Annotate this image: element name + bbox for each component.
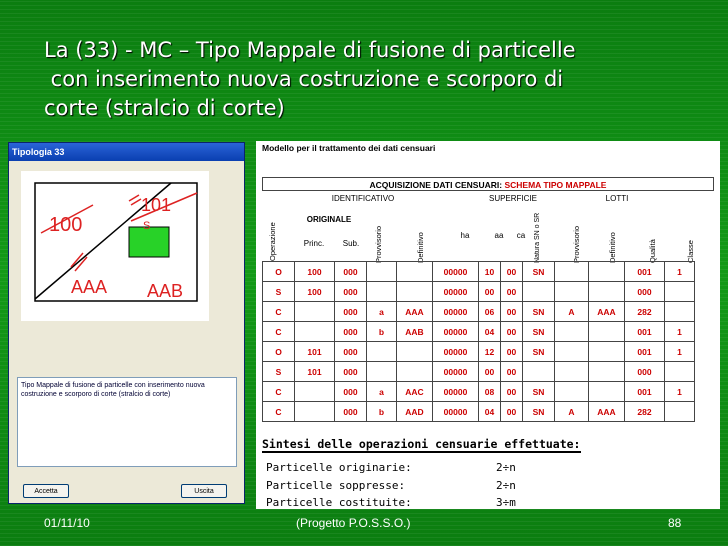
table-cell: 08 xyxy=(479,382,501,402)
slide-title xyxy=(44,36,704,123)
table-row xyxy=(263,362,695,382)
table-cell xyxy=(397,362,433,382)
table-cell xyxy=(555,322,589,342)
table-cell xyxy=(295,382,335,402)
table-cell: SN xyxy=(523,262,555,282)
table-cell: 04 xyxy=(479,402,501,422)
title-line-3: corte (stralcio di corte) xyxy=(44,96,285,120)
table-cell: 00 xyxy=(501,402,523,422)
acquisizione-header xyxy=(262,177,714,191)
table-cell: 00 xyxy=(501,382,523,402)
hdr-natura: Natura SN o SR xyxy=(534,212,541,263)
panel-title: Modello per il trattamento dei dati censuari xyxy=(262,143,436,153)
sintesi-value-3: 3÷m xyxy=(496,496,516,509)
table-cell: S xyxy=(263,362,295,382)
census-table xyxy=(262,261,695,422)
table-cell: b xyxy=(367,402,397,422)
hdr-provvisorio-1: Provvisorio xyxy=(374,225,383,263)
group-lotti: LOTTI xyxy=(605,194,629,203)
table-row xyxy=(263,402,695,422)
table-cell xyxy=(589,342,625,362)
accetta-button[interactable]: Accetta xyxy=(23,484,69,498)
table-cell xyxy=(555,342,589,362)
fig-label-100: 100 xyxy=(49,214,83,236)
acq-schema: SCHEMA TIPO MAPPALE xyxy=(504,180,607,190)
table-row xyxy=(263,342,695,362)
table-cell xyxy=(295,402,335,422)
table-cell: 000 xyxy=(335,362,367,382)
sintesi-label-2: Particelle soppresse: xyxy=(266,479,406,492)
table-cell: 10 xyxy=(479,262,501,282)
hdr-ca: ca xyxy=(516,231,526,240)
table-cell: 00 xyxy=(501,342,523,362)
sintesi-value-2: 2÷n xyxy=(496,479,516,492)
table-cell: 000 xyxy=(335,262,367,282)
description-textbox[interactable]: Tipo Mappale di fusione di particelle con inserimento nuova costruzione e scorporo di corte (stralcio di corte) xyxy=(17,377,237,467)
table-cell: 1 xyxy=(665,322,695,342)
table-cell xyxy=(523,282,555,302)
table-cell xyxy=(397,282,433,302)
table-cell: 000 xyxy=(335,402,367,422)
table-cell: AAA xyxy=(589,402,625,422)
parcel-diagram-svg xyxy=(21,171,209,321)
table-cell xyxy=(367,342,397,362)
title-line-1: La (33) - MC – Tipo Mappale di fusione di particelle xyxy=(44,38,576,62)
table-cell xyxy=(665,302,695,322)
table-cell: A xyxy=(555,402,589,422)
table-cell xyxy=(397,262,433,282)
table-cell: 100 xyxy=(295,282,335,302)
table-cell: 00 xyxy=(501,282,523,302)
table-cell: 000 xyxy=(335,382,367,402)
table-cell: C xyxy=(263,322,295,342)
table-cell: SN xyxy=(523,382,555,402)
table-cell: 06 xyxy=(479,302,501,322)
table-cell: 12 xyxy=(479,342,501,362)
table-cell: 00000 xyxy=(433,262,479,282)
table-cell: 00000 xyxy=(433,302,479,322)
table-cell: AAC xyxy=(397,382,433,402)
table-cell xyxy=(367,362,397,382)
hdr-originale: ORIGINALE xyxy=(306,215,352,224)
table-cell: O xyxy=(263,262,295,282)
hdr-classe: Classe xyxy=(686,240,695,263)
table-cell xyxy=(295,322,335,342)
table-cell: 000 xyxy=(335,282,367,302)
footer-page-number: 88 xyxy=(668,516,682,530)
table-cell: 100 xyxy=(295,262,335,282)
table-cell: 000 xyxy=(625,282,665,302)
table-cell xyxy=(665,282,695,302)
parcel-diagram xyxy=(21,171,209,321)
table-cell: O xyxy=(263,342,295,362)
table-cell xyxy=(367,282,397,302)
table-cell: SN xyxy=(523,402,555,422)
table-cell: 1 xyxy=(665,342,695,362)
hdr-qualita: Qualità xyxy=(648,239,657,263)
title-line-2: con inserimento nuova costruzione e scorporo di xyxy=(44,67,564,91)
fig-label-aaa: AAA xyxy=(71,277,108,297)
table-cell: 04 xyxy=(479,322,501,342)
hdr-sub: Sub. xyxy=(342,239,360,248)
table-cell xyxy=(589,282,625,302)
group-superficie: SUPERFICIE xyxy=(488,194,537,203)
table-cell xyxy=(589,322,625,342)
table-cell xyxy=(665,402,695,422)
table-cell: AAB xyxy=(397,322,433,342)
table-cell xyxy=(295,302,335,322)
table-cell: AAD xyxy=(397,402,433,422)
sintesi-label-3: Particelle costituite: xyxy=(266,496,412,509)
table-cell: 00 xyxy=(501,302,523,322)
table-cell: 00000 xyxy=(433,342,479,362)
table-cell: AAA xyxy=(589,302,625,322)
table-cell: C xyxy=(263,402,295,422)
table-cell: S xyxy=(263,282,295,302)
dialog-titlebar[interactable]: Tipologia 33 xyxy=(9,143,244,161)
table-cell: SN xyxy=(523,342,555,362)
table-cell xyxy=(397,342,433,362)
hdr-princ: Princ. xyxy=(303,239,325,248)
table-cell: 00000 xyxy=(433,362,479,382)
table-cell: 001 xyxy=(625,342,665,362)
table-cell: 00 xyxy=(479,362,501,382)
acq-label: ACQUISIZIONE DATI CENSUARI: xyxy=(369,180,503,190)
table-cell xyxy=(555,382,589,402)
table-cell: 00 xyxy=(501,322,523,342)
census-model-panel xyxy=(256,141,720,509)
group-identificativo: IDENTIFICATIVO xyxy=(331,194,395,203)
footer-center: (Progetto P.O.S.S.O.) xyxy=(296,516,411,530)
table-row xyxy=(263,382,695,402)
fig-label-aab: AAB xyxy=(147,281,184,301)
table-row xyxy=(263,302,695,322)
table-cell: a xyxy=(367,382,397,402)
table-cell: 00 xyxy=(501,362,523,382)
table-cell: C xyxy=(263,382,295,402)
hdr-definitivo-2: Definitivo xyxy=(608,232,617,263)
table-cell: SN xyxy=(523,322,555,342)
table-cell xyxy=(589,262,625,282)
table-row xyxy=(263,282,695,302)
fig-label-101: 101 xyxy=(141,195,172,215)
uscita-button[interactable]: Uscita xyxy=(181,484,227,498)
fig-label-s: S xyxy=(143,220,151,232)
table-cell xyxy=(555,262,589,282)
table-cell: 000 xyxy=(335,322,367,342)
table-cell: 00000 xyxy=(433,402,479,422)
table-cell: 1 xyxy=(665,382,695,402)
table-cell: b xyxy=(367,322,397,342)
table-row xyxy=(263,322,695,342)
table-cell: 00 xyxy=(479,282,501,302)
table-cell: A xyxy=(555,302,589,322)
table-cell: 101 xyxy=(295,362,335,382)
table-cell xyxy=(367,262,397,282)
table-cell: 282 xyxy=(625,302,665,322)
table-cell xyxy=(589,362,625,382)
table-cell: 001 xyxy=(625,382,665,402)
table-cell xyxy=(665,362,695,382)
table-cell: 282 xyxy=(625,402,665,422)
sintesi-title: Sintesi delle operazioni censuarie effettuate: xyxy=(262,437,581,451)
table-cell: 00 xyxy=(501,262,523,282)
table-cell: 000 xyxy=(335,342,367,362)
table-cell xyxy=(555,282,589,302)
tipologia-dialog xyxy=(8,142,245,504)
table-row xyxy=(263,262,695,282)
table-cell xyxy=(523,362,555,382)
table-cell: 1 xyxy=(665,262,695,282)
hdr-provvisorio-2: Provvisorio xyxy=(572,225,581,263)
table-cell: 00000 xyxy=(433,322,479,342)
table-cell: SN xyxy=(523,302,555,322)
table-cell: 00000 xyxy=(433,382,479,402)
footer-date: 01/11/10 xyxy=(44,516,90,530)
table-cell: 000 xyxy=(625,362,665,382)
hdr-ha: ha xyxy=(460,231,470,240)
sintesi-label-1: Particelle originarie: xyxy=(266,461,412,474)
table-cell: C xyxy=(263,302,295,322)
table-cell: 000 xyxy=(335,302,367,322)
table-cell: 00000 xyxy=(433,282,479,302)
table-cell: a xyxy=(367,302,397,322)
hdr-aa: aa xyxy=(494,231,504,240)
hdr-definitivo-1: Definitivo xyxy=(416,232,425,263)
table-cell: 101 xyxy=(295,342,335,362)
table-cell: 001 xyxy=(625,322,665,342)
table-cell xyxy=(589,382,625,402)
table-cell: AAA xyxy=(397,302,433,322)
table-cell: 001 xyxy=(625,262,665,282)
hdr-operazione: Operazione xyxy=(268,222,277,261)
sintesi-value-1: 2÷n xyxy=(496,461,516,474)
table-cell xyxy=(555,362,589,382)
